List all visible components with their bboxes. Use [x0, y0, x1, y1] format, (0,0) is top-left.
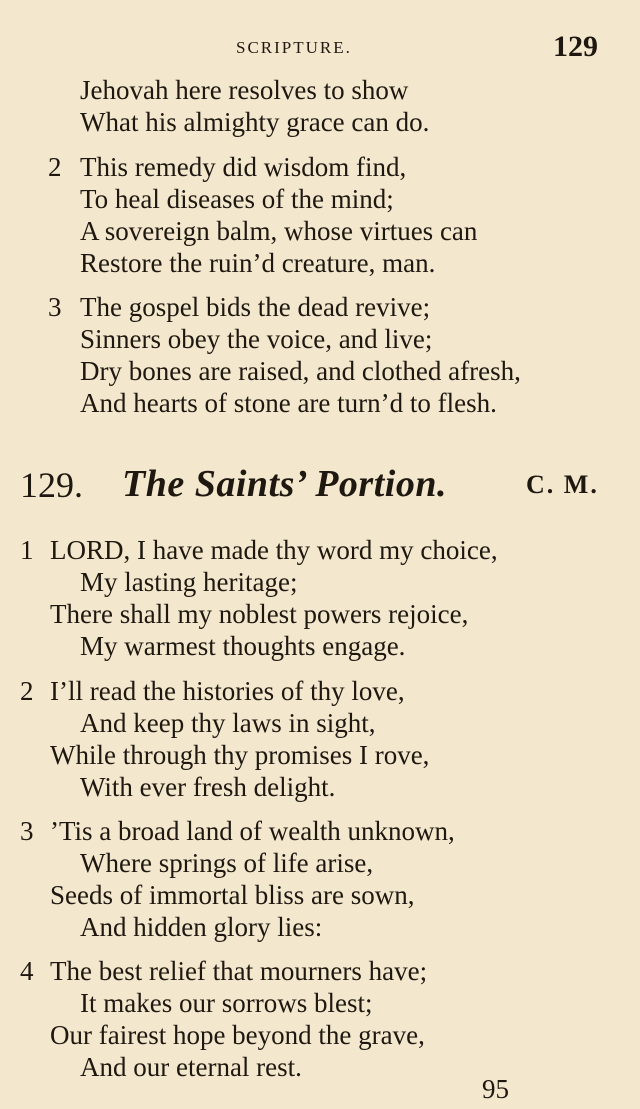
stanza-number: 3 [48, 292, 62, 322]
verse-line: I’ll read the histories of thy love, [50, 676, 405, 706]
verse-line: There shall my noblest powers rejoice, [50, 599, 469, 629]
verse-line: While through thy promises I rove, [50, 740, 430, 770]
verse-line: To heal diseases of the mind; [80, 184, 394, 214]
verse-line: Where springs of life arise, [80, 848, 374, 878]
hymn-title-row [20, 464, 620, 508]
verse-line: And keep thy laws in sight, [80, 708, 376, 738]
verse-line: And our eternal rest. [80, 1052, 302, 1082]
verse-line: This remedy did wisdom find, [80, 152, 407, 182]
verse-line: My lasting heritage; [80, 567, 298, 597]
verse-line: And hearts of stone are turn’d to flesh. [80, 388, 497, 418]
verse-line: LORD, I have made thy word my choice, [50, 535, 498, 565]
verse-line: The gospel bids the dead revive; [80, 292, 431, 322]
verse-line: Jehovah here resolves to show [80, 75, 409, 105]
verse-line: ’Tis a broad land of wealth unknown, [50, 816, 455, 846]
verse-line: My warmest thoughts engage. [80, 631, 406, 661]
verse-line: The best relief that mourners have; [50, 956, 428, 986]
page-header [0, 30, 640, 70]
stanza-number: 3 [20, 816, 34, 846]
verse-line: What his almighty grace can do. [80, 107, 430, 137]
stanza-number: 2 [20, 676, 34, 706]
stanza-number: 4 [20, 956, 34, 986]
hymn-number: 129. [20, 465, 83, 505]
verse-line: Dry bones are raised, and clothed afresh, [80, 356, 521, 386]
page-number: 129 [553, 30, 598, 63]
verse-line: Sinners obey the voice, and live; [80, 324, 433, 354]
hymn-meter: C. M. [526, 470, 599, 499]
verse-line: A sovereign balm, whose virtues can [80, 216, 478, 246]
hymn-title: The Saints’ Portion. [122, 463, 447, 505]
signature-mark: 95 [482, 1074, 509, 1104]
verse-line: Our fairest hope beyond the grave, [50, 1020, 425, 1050]
stanza-number: 1 [20, 535, 34, 565]
running-head: SCRIPTURE. [236, 38, 352, 57]
verse-line: Restore the ruin’d creature, man. [80, 248, 436, 278]
verse-line: It makes our sorrows blest; [80, 988, 373, 1018]
verse-line: Seeds of immortal bliss are sown, [50, 880, 415, 910]
stanza-number: 2 [48, 152, 62, 182]
verse-line: And hidden glory lies: [80, 912, 323, 942]
verse-line: With ever fresh delight. [80, 772, 336, 802]
